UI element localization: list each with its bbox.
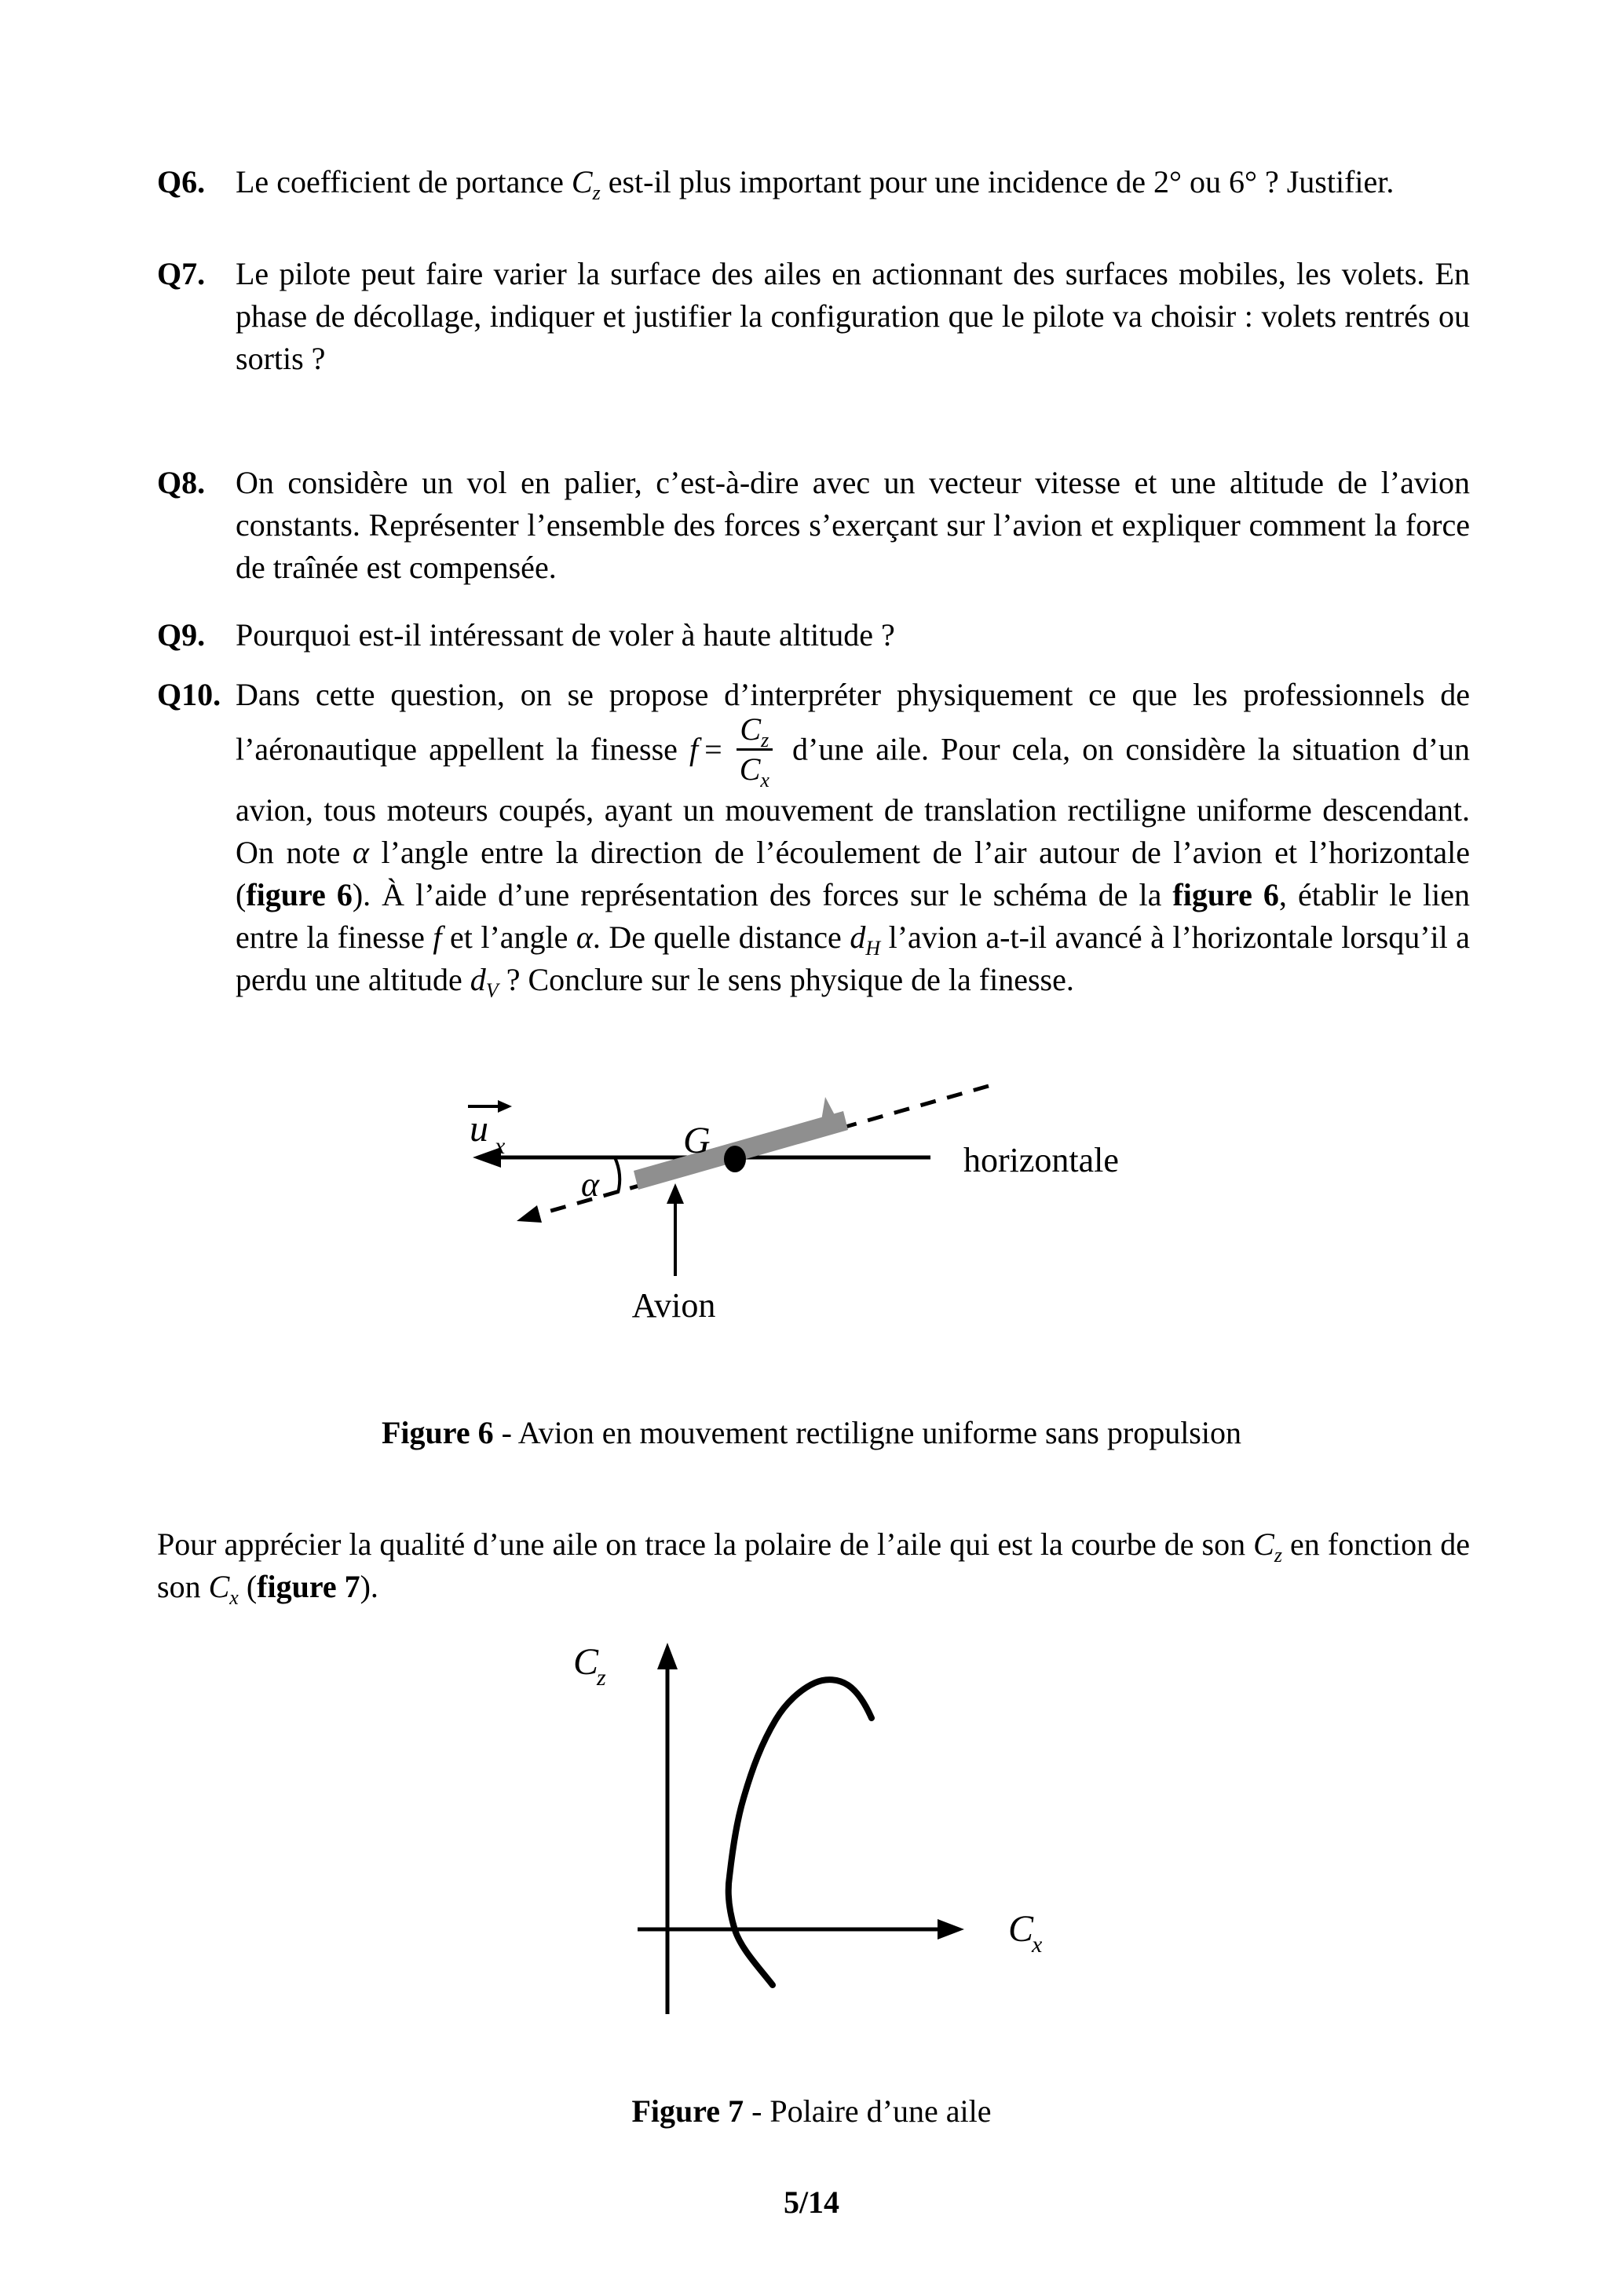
para-cx-sub: x [229, 1586, 239, 1609]
question-q9-label: Q9. [157, 617, 206, 653]
q10-dH-sub: H [865, 937, 881, 960]
finesse-fraction [737, 711, 773, 792]
para-pre: Pour apprécier la qualité d’une aile on trace la polaire de l’aile qui est la courbe de son [157, 1526, 1254, 1562]
question-q10-label: Q10. [157, 677, 221, 712]
question-q7-label: Q7. [157, 256, 206, 291]
q10-dH-sym: d [850, 919, 866, 955]
q10-figure6-ref-1: figure 6 [246, 877, 353, 912]
q10-equals: = [704, 731, 722, 767]
ux-vector-arrowhead-icon [498, 1100, 512, 1113]
q10-finesse-f: f [689, 731, 699, 767]
flightpath-arrowhead-icon [517, 1205, 542, 1223]
fraction-num-sym: C [740, 711, 762, 747]
alpha-label: α [581, 1165, 600, 1204]
question-q6-label: Q6. [157, 164, 206, 199]
q10-alpha-2: α [576, 919, 593, 955]
cx-axis-label-sub: x [1032, 1932, 1043, 1958]
q10-s9: ? Conclure sur le sens physique de la finesse. [498, 962, 1074, 997]
para-mid: en fonction de son [157, 1526, 1470, 1604]
q6-text-post: est-il plus important pour une incidence de 2° ou 6° ? Justifier. [600, 164, 1395, 199]
figure6-caption-rest: - Avion en mouvement rectiligne uniforme sans propulsion [493, 1415, 1241, 1450]
fraction-den-sub: x [760, 769, 769, 792]
page-number: 5/14 [783, 2184, 840, 2220]
q10-f-2: f [433, 919, 442, 955]
cx-axis-label: C [1008, 1908, 1034, 1950]
q10-s2: d’une aile. Pour cela, on considère la situation d’un avion, tous moteurs coupés, ayant un mouvement de translation rectiligne uniforme descendant. On note [236, 731, 1470, 870]
fraction-den-sym: C [739, 751, 761, 787]
para-cx-sym: C [208, 1569, 230, 1604]
q10-alpha-1: α [352, 835, 369, 870]
para-figure7-ref: figure 7 [257, 1569, 360, 1604]
fraction-numerator [737, 711, 772, 751]
question-q8-text: On considère un vol en palier, c’est-à-dire avec un vecteur vitesse et une altitude de l’avion constants. Représenter l’ensemble des forces s’exerçant sur l’avion et expliquer comment la force de traînée est compensée. [236, 465, 1470, 585]
q10-s8: l’avion a-t-il avancé à l’horizontale lorsqu’il a perdu une altitude [236, 919, 1471, 997]
x-axis-arrowhead-icon [938, 1919, 964, 1940]
ux-label-sub: x [495, 1133, 506, 1159]
avion-pointer-arrowhead-icon [667, 1183, 684, 1204]
q10-s5: , établir le lien entre la finesse [236, 877, 1471, 955]
polar-curve [729, 1680, 872, 1985]
para-cz-sub: z [1274, 1544, 1282, 1567]
figure7-caption-rest: - Polaire d’une aile [744, 2093, 992, 2129]
figure6-diagram [424, 1048, 1119, 1355]
q10-dV-sub: V [485, 979, 499, 1002]
center-of-gravity-dot [724, 1146, 746, 1172]
q6-text-pre: Le coefficient de portance [236, 164, 572, 199]
figure6-caption-bold: Figure 6 [382, 1415, 494, 1450]
question-q7-text: Le pilote peut faire varier la surface des ailes en actionnant des surfaces mobiles, les volets. En phase de décollage, indiquer et justifier la configuration que le pilote va choisir : volets rentrés ou sortis ? [236, 256, 1470, 376]
q10-s1: Dans cette question, on se propose d’interpréter physiquement ce que les professionnels de l’aéronautique appellent la finesse [236, 677, 1470, 767]
q10-s6: et l’angle [441, 919, 576, 955]
q10-s3: l’angle entre la direction de l’écoulement de l’air autour de l’avion et l’horizontale ( [236, 835, 1470, 912]
question-q10-text [236, 674, 1470, 1001]
figure6-caption [0, 1412, 1623, 1454]
figure7-caption [0, 2090, 1623, 2133]
question-q9-text: Pourquoi est-il intéressant de voler à haute altitude ? [236, 617, 895, 653]
q10-dV-sym: d [470, 962, 486, 997]
q6-symbol-cz-sub: z [592, 181, 601, 204]
q6-symbol-cz: C [571, 164, 593, 199]
cz-axis-label-sub: z [597, 1665, 606, 1691]
question-q10 [157, 674, 1470, 1001]
question-q6-text [236, 161, 1470, 203]
polar-intro-paragraph [157, 1523, 1470, 1608]
fraction-bar [737, 748, 773, 751]
ux-label: u [470, 1108, 488, 1150]
q10-figure6-ref-2: figure 6 [1172, 877, 1279, 912]
figure7-caption-bold: Figure 7 [631, 2093, 744, 2129]
question-q8-label: Q8. [157, 465, 206, 500]
question-q8 [157, 462, 1470, 589]
y-axis-arrowhead-icon [657, 1643, 678, 1669]
horizontale-label: horizontale [963, 1141, 1119, 1179]
q10-s4: ). À l’aide d’une représentation des forces sur le schéma de la [352, 877, 1173, 912]
cz-axis-label: C [573, 1641, 599, 1683]
para-paren-close: ). [360, 1569, 378, 1604]
fraction-num-sub: z [761, 729, 769, 751]
figure7-polar-chart [550, 1633, 1099, 2073]
question-q7 [157, 253, 1470, 380]
avion-label: Avion [631, 1286, 716, 1325]
para-cz-sym: C [1253, 1526, 1274, 1562]
fraction-denominator [737, 751, 773, 792]
question-q6 [157, 161, 1470, 203]
g-label: G [683, 1120, 711, 1161]
angle-arc [615, 1157, 620, 1193]
q10-s7: . De quelle distance [592, 919, 850, 955]
para-paren-open: ( [238, 1569, 258, 1604]
question-q9 [157, 614, 1470, 656]
